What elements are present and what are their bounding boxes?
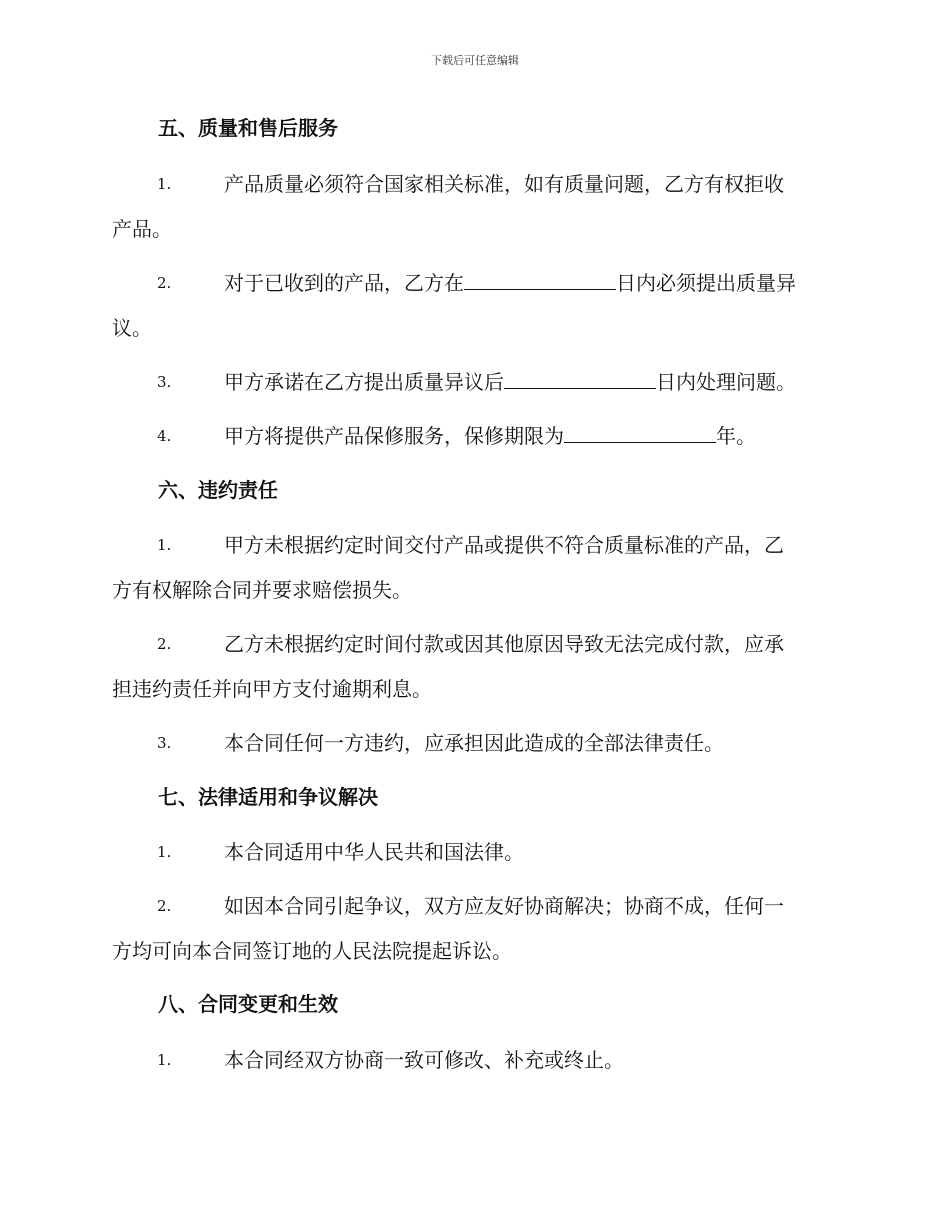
fill-in-blank — [504, 368, 656, 389]
item-text-before-blank: 甲方将提供产品保修服务，保修期限为 — [224, 424, 564, 448]
item-text: 本合同任何一方违约，应承担因此造成的全部法律责任。 — [224, 731, 724, 755]
item-text: 本合同经双方协商一致可修改、补充或终止。 — [224, 1048, 624, 1072]
item-text: 如因本合同引起争议，双方应友好协商解决；协商不成，任何一 — [224, 894, 784, 918]
item-text-after-blank: 日内必须提出质量异 — [616, 271, 796, 295]
item-text-continued: 方有权解除合同并要求赔偿损失。 — [112, 578, 412, 602]
item-text-before-blank: 甲方承诺在乙方提出质量异议后 — [224, 370, 504, 394]
item-text — [224, 368, 834, 396]
item-number: 2. — [157, 274, 172, 292]
item-text: 本合同适用中华人民共和国法律。 — [224, 840, 524, 864]
item-text: 产品质量必须符合国家相关标准，如有质量问题，乙方有权拒收 — [224, 172, 784, 196]
header-note: 下载后可任意编辑 — [431, 54, 519, 67]
fill-in-blank — [564, 422, 716, 443]
item-text-continued: 产品。 — [112, 217, 172, 241]
item-number: 2. — [157, 897, 172, 915]
item-text: 乙方未根据约定时间付款或因其他原因导致无法完成付款，应承 — [224, 632, 784, 656]
section-heading-quality: 五、质量和售后服务 — [158, 116, 338, 140]
item-number: 1. — [157, 1051, 172, 1069]
section-heading-liability: 六、违约责任 — [158, 478, 278, 502]
item-text — [224, 269, 834, 297]
item-number: 1. — [157, 843, 172, 861]
item-number: 4. — [157, 427, 172, 445]
item-text-before-blank: 对于已收到的产品，乙方在 — [224, 271, 464, 295]
item-text-continued: 方均可向本合同签订地的人民法院提起诉讼。 — [112, 939, 512, 963]
item-number: 3. — [157, 373, 172, 391]
item-text: 甲方未根据约定时间交付产品或提供不符合质量标准的产品，乙 — [224, 533, 784, 557]
item-number: 1. — [157, 536, 172, 554]
section-heading-law: 七、法律适用和争议解决 — [158, 785, 378, 809]
item-text — [224, 422, 834, 450]
item-text-continued: 议。 — [112, 316, 152, 340]
item-number: 1. — [157, 175, 172, 193]
item-text-after-blank: 年。 — [716, 424, 756, 448]
section-heading-amendment: 八、合同变更和生效 — [158, 992, 338, 1016]
item-number: 2. — [157, 635, 172, 653]
item-text-after-blank: 日内处理问题。 — [656, 370, 796, 394]
item-text-continued: 担违约责任并向甲方支付逾期利息。 — [112, 677, 432, 701]
item-number: 3. — [157, 734, 172, 752]
fill-in-blank — [464, 269, 616, 290]
